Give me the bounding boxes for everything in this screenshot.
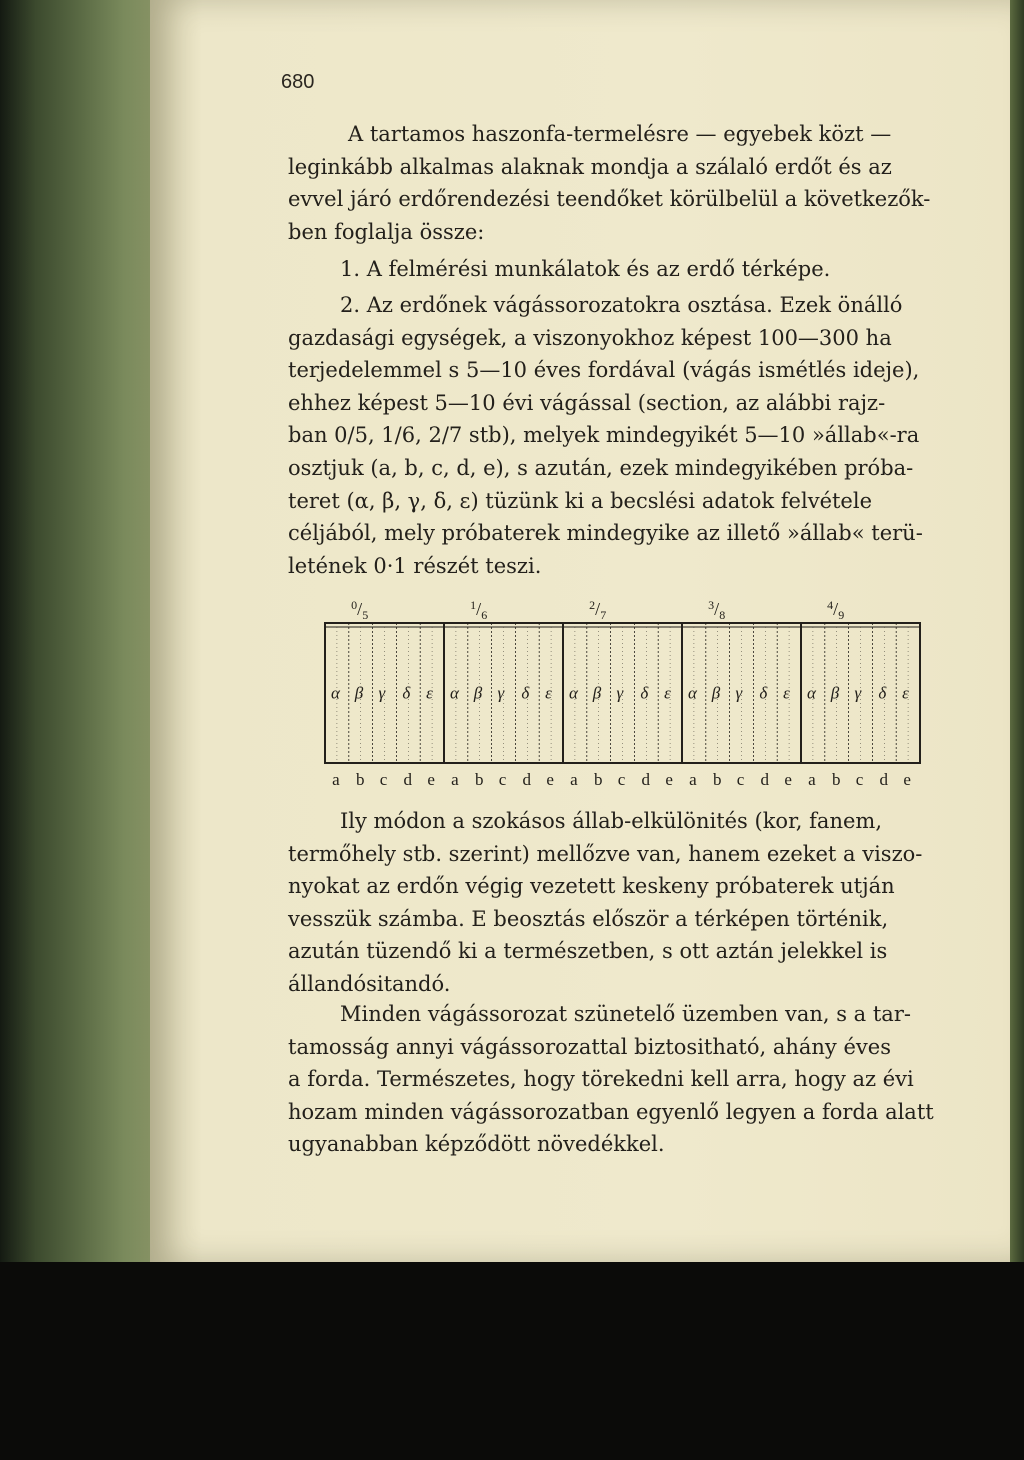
stand-label: c: [736, 770, 745, 789]
text-line: tamosság annyi vágássorozattal biztositható, ahány éves: [288, 1034, 891, 1059]
sample-plot-label: ε: [664, 683, 671, 703]
text-line: osztjuk (a, b, c, d, e), s azután, ezek mindegyikében próba-: [288, 455, 914, 480]
stand-label: d: [403, 770, 413, 789]
stand-label: d: [760, 770, 770, 789]
stand-label: c: [379, 770, 388, 789]
page-number: 680: [281, 71, 315, 93]
sample-plot-label: α: [806, 683, 816, 703]
sample-plot-label: β: [711, 683, 721, 703]
text-line: ben foglalja össze:: [288, 219, 485, 244]
sample-plot-label: γ: [735, 683, 743, 703]
stand-label: c: [617, 770, 626, 789]
sample-plot-label: α: [687, 683, 697, 703]
sample-plot-label: δ: [402, 683, 411, 703]
text-line: a forda. Természetes, hogy törekedni kell arra, hogy az évi: [288, 1067, 914, 1092]
text-line: ugyanabban képződött növedékkel.: [288, 1132, 665, 1157]
paragraph-intro: [288, 118, 960, 248]
sample-plot-label: γ: [854, 683, 862, 703]
list-item-2: [288, 289, 960, 582]
text-line: leginkább alkalmas alaknak mondja a szálaló erdőt és az: [288, 154, 892, 179]
stand-label: b: [712, 770, 722, 789]
scan-background: [0, 1262, 1024, 1460]
stand-label: b: [831, 770, 841, 789]
sample-plot-label: β: [473, 683, 483, 703]
text-line: 1. A felmérési munkálatok és az erdő térképe.: [340, 257, 831, 281]
text-line: teret (α, β, γ, δ, ε) tüzünk ki a becslési adatok felvétele: [288, 488, 873, 513]
sample-plot-label: δ: [878, 683, 887, 703]
stand-label: e: [903, 770, 911, 789]
section-diagram-svg: [300, 590, 970, 795]
stand-label: d: [879, 770, 889, 789]
sample-plot-label: α: [330, 683, 340, 703]
text-line: Ily módon a szokásos állab-elkülönités (kor, fanem,: [340, 809, 882, 833]
stand-label: c: [855, 770, 864, 789]
sample-plot-label: ε: [545, 683, 552, 703]
stand-label: a: [332, 770, 340, 789]
sample-plot-label: β: [592, 683, 602, 703]
section-fraction-label: $^3/_8$: [708, 598, 726, 622]
text-line: termőhely stb. szerint) mellőzve van, hanem ezeket a viszo-: [288, 841, 923, 866]
stand-label: a: [689, 770, 697, 789]
paragraph-conclusion: [288, 998, 960, 1161]
sample-plot-label: α: [449, 683, 459, 703]
text-line: ban 0/5, 1/6, 2/7 stb), melyek mindegyikét 5—10 »állab«-ra: [288, 423, 920, 448]
section-diagram: [300, 590, 970, 795]
stand-label: b: [355, 770, 365, 789]
text-line: hozam minden vágássorozatban egyenlő legyen a forda alatt: [288, 1099, 934, 1124]
text-line: A tartamos haszonfa-termelésre — egyebek közt —: [348, 122, 892, 146]
sample-plot-label: β: [830, 683, 840, 703]
paragraph-method: [288, 805, 960, 1001]
sample-plot-label: ε: [783, 683, 790, 703]
sample-plot-label: γ: [378, 683, 386, 703]
stand-label: a: [570, 770, 578, 789]
text-line: ehhez képest 5—10 évi vágással (section, az alábbi rajz-: [288, 390, 886, 415]
section-fraction-label: $^1/_6$: [470, 598, 488, 622]
text-line: azután tüzendő ki a természetben, s ott aztán jelekkel is: [288, 939, 888, 964]
sample-plot-label: γ: [616, 683, 624, 703]
text-line: nyokat az erdőn végig vezetett keskeny próbaterek utján: [288, 874, 895, 899]
text-line: letének 0·1 részét teszi.: [288, 553, 542, 578]
stand-label: a: [808, 770, 816, 789]
text-line: Minden vágássorozat szünetelő üzemben van, s a tar-: [340, 1002, 911, 1026]
sample-plot-label: δ: [521, 683, 530, 703]
sample-plot-label: β: [354, 683, 364, 703]
stand-label: b: [593, 770, 603, 789]
section-fraction-label: $^2/_7$: [589, 598, 607, 622]
stand-label: e: [427, 770, 435, 789]
sample-plot-label: ε: [426, 683, 433, 703]
text-line: terjedelemmel s 5—10 éves fordával (vágás ismétlés ideje),: [288, 358, 920, 383]
section-fraction-label: $^0/_5$: [351, 598, 369, 622]
text-line: 2. Az erdőnek vágássorozatokra osztása. Ezek önálló: [340, 293, 903, 317]
stand-label: b: [474, 770, 484, 789]
stand-label: d: [641, 770, 651, 789]
text-line: vesszük számba. E beosztás először a térképen történik,: [288, 906, 889, 931]
stand-label: e: [665, 770, 673, 789]
sample-plot-label: α: [568, 683, 578, 703]
sample-plot-label: δ: [640, 683, 649, 703]
stand-label: d: [522, 770, 532, 789]
stand-label: e: [546, 770, 554, 789]
sample-plot-label: γ: [497, 683, 505, 703]
sample-plot-label: δ: [759, 683, 768, 703]
stand-label: c: [498, 770, 507, 789]
section-fraction-label: $^4/_9$: [827, 598, 845, 622]
text-line: gazdasági egységek, a viszonyokhoz képest 100—300 ha: [288, 325, 892, 350]
text-line: céljából, mely próbaterek mindegyike az illető »állab« terü-: [288, 521, 923, 546]
text-line: állandósitandó.: [288, 971, 451, 996]
page-edge: [1010, 0, 1024, 1262]
text-line: evvel járó erdőrendezési teendőket körülbelül a következők-: [288, 187, 931, 212]
stand-label: a: [451, 770, 459, 789]
list-item-1: [288, 253, 960, 286]
sample-plot-label: ε: [902, 683, 909, 703]
stand-label: e: [784, 770, 792, 789]
